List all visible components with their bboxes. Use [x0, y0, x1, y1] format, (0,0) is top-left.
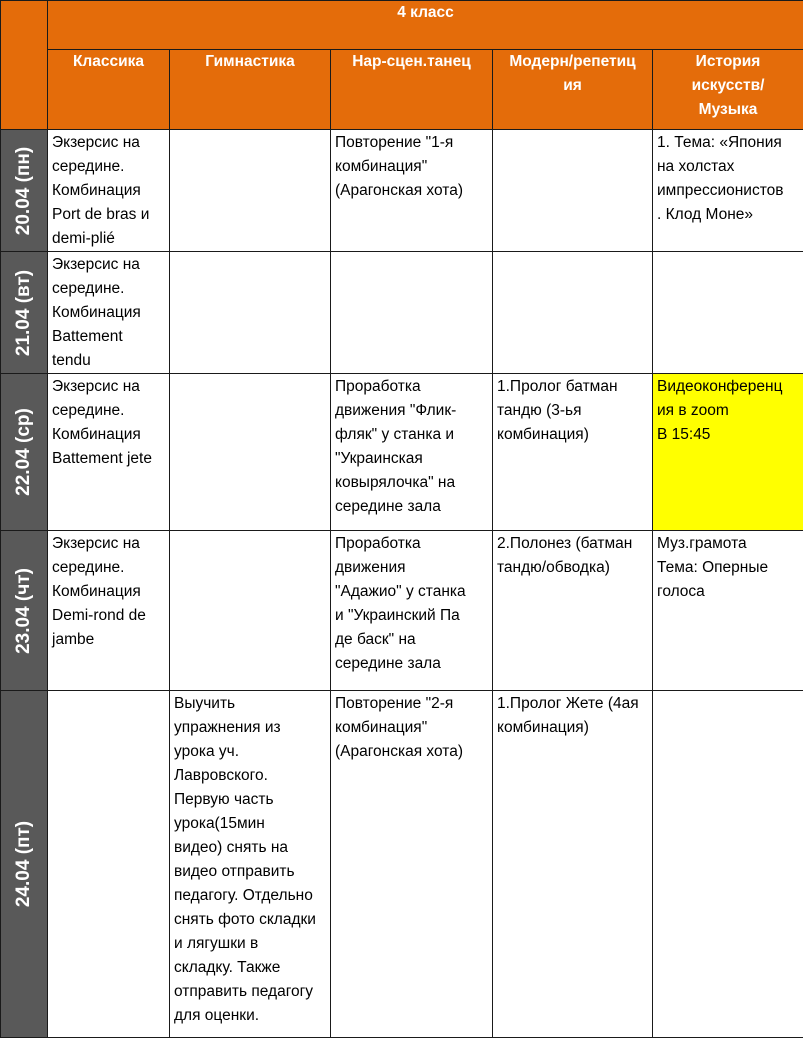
- lesson-cell: [493, 252, 653, 374]
- table-row: [1, 130, 803, 252]
- lesson-text: Повторение "2-я комбинация" (Арагонская хота): [331, 691, 492, 764]
- lesson-text: 1.Пролог батман тандю (3-ья комбинация): [493, 374, 652, 447]
- lesson-cell: [331, 531, 493, 691]
- day-label: 21.04 (вт): [13, 269, 35, 355]
- lesson-cell: [493, 531, 653, 691]
- lesson-text: [653, 691, 803, 692]
- lesson-cell: [48, 691, 170, 1038]
- lesson-cell: [653, 252, 803, 374]
- day-label: 22.04 (ср): [13, 408, 35, 496]
- column-header-row: [1, 50, 803, 130]
- lesson-text: Проработка движения "Адажио" у станка и "Украинский Па де баск" на середине зала: [331, 531, 492, 676]
- column-header-classics: Классика: [48, 50, 170, 130]
- table-row: [1, 374, 803, 531]
- lesson-cell: [493, 374, 653, 531]
- zoom-conference-text: Видеоконференц ия в zoom В 15:45: [653, 374, 803, 447]
- lesson-text: Проработка движения "Флик- фляк" у станка и "Украинская ковырялочка" на середине зала: [331, 374, 492, 519]
- lesson-text: [331, 252, 492, 253]
- lesson-cell: [493, 130, 653, 252]
- lesson-cell: [653, 691, 803, 1038]
- lesson-cell: [170, 691, 331, 1038]
- lesson-text: 1. Тема: «Япония на холстах импрессионистов . Клод Моне»: [653, 130, 803, 227]
- lesson-cell: [48, 130, 170, 252]
- day-cell: [1, 691, 48, 1038]
- lesson-text: Выучить упражнения из урока уч. Лавровского. Первую часть урока(15мин видео) снять на видео отправить педагогу. Отдельно снять фото складки и лягушки в складку. Также отправить педагогу для оценки.: [170, 691, 330, 1028]
- day-cell: [1, 531, 48, 691]
- lesson-text: [170, 252, 330, 253]
- lesson-cell: [170, 374, 331, 531]
- lesson-text: Экзерсис на середине. Комбинация Battement jete: [48, 374, 169, 471]
- lesson-cell: [48, 531, 170, 691]
- lesson-cell: [170, 531, 331, 691]
- lesson-cell: [653, 531, 803, 691]
- page-title: 4 класс: [48, 1, 803, 50]
- lesson-text: [653, 252, 803, 253]
- column-header-modern: [493, 50, 653, 130]
- day-cell: [1, 374, 48, 531]
- lesson-text: Муз.грамота Тема: Оперные голоса: [653, 531, 803, 604]
- lesson-cell: [653, 130, 803, 252]
- lesson-text: 2.Полонез (батман тандю/обводка): [493, 531, 652, 580]
- lesson-text: 1.Пролог Жете (4ая комбинация): [493, 691, 652, 740]
- column-header-art-history: [653, 50, 803, 130]
- lesson-cell: [331, 252, 493, 374]
- table-row: [1, 691, 803, 1038]
- lesson-text: Экзерсис на середине. Комбинация Demi-rond de jambe: [48, 531, 169, 652]
- day-cell: [1, 130, 48, 252]
- lesson-text: [493, 130, 652, 131]
- lesson-cell: [331, 691, 493, 1038]
- title-row: [1, 1, 803, 50]
- day-label: 23.04 (чт): [13, 568, 35, 654]
- lesson-cell: [493, 691, 653, 1038]
- corner-cell: [1, 1, 48, 130]
- zoom-conference-cell: [653, 374, 803, 531]
- lesson-cell: [48, 252, 170, 374]
- day-label: 20.04 (пн): [13, 146, 35, 234]
- column-header-gymnastics: Гимнастика: [170, 50, 331, 130]
- lesson-cell: [331, 130, 493, 252]
- lesson-cell: [331, 374, 493, 531]
- lesson-text: [170, 531, 330, 532]
- lesson-text: [493, 252, 652, 253]
- lesson-cell: [48, 374, 170, 531]
- lesson-text: Экзерсис на середине. Комбинация Port de bras и demi-plié: [48, 130, 169, 251]
- column-header-art-history-text: История искусств/ Музыка: [653, 50, 803, 122]
- lesson-text: Экзерсис на середине. Комбинация Battement tendu: [48, 252, 169, 373]
- column-header-modern-text: Модерн/репетиц ия: [493, 50, 652, 98]
- lesson-cell: [170, 130, 331, 252]
- table-row: [1, 531, 803, 691]
- day-label: 24.04 (пт): [13, 821, 35, 907]
- column-header-folk-dance: Нар-сцен.танец: [331, 50, 493, 130]
- day-cell: [1, 252, 48, 374]
- table-row: [1, 252, 803, 374]
- lesson-text: Повторение "1-я комбинация" (Арагонская хота): [331, 130, 492, 203]
- lesson-cell: [170, 252, 331, 374]
- lesson-text: [170, 374, 330, 375]
- lesson-text: [170, 130, 330, 131]
- lesson-text: [48, 691, 169, 692]
